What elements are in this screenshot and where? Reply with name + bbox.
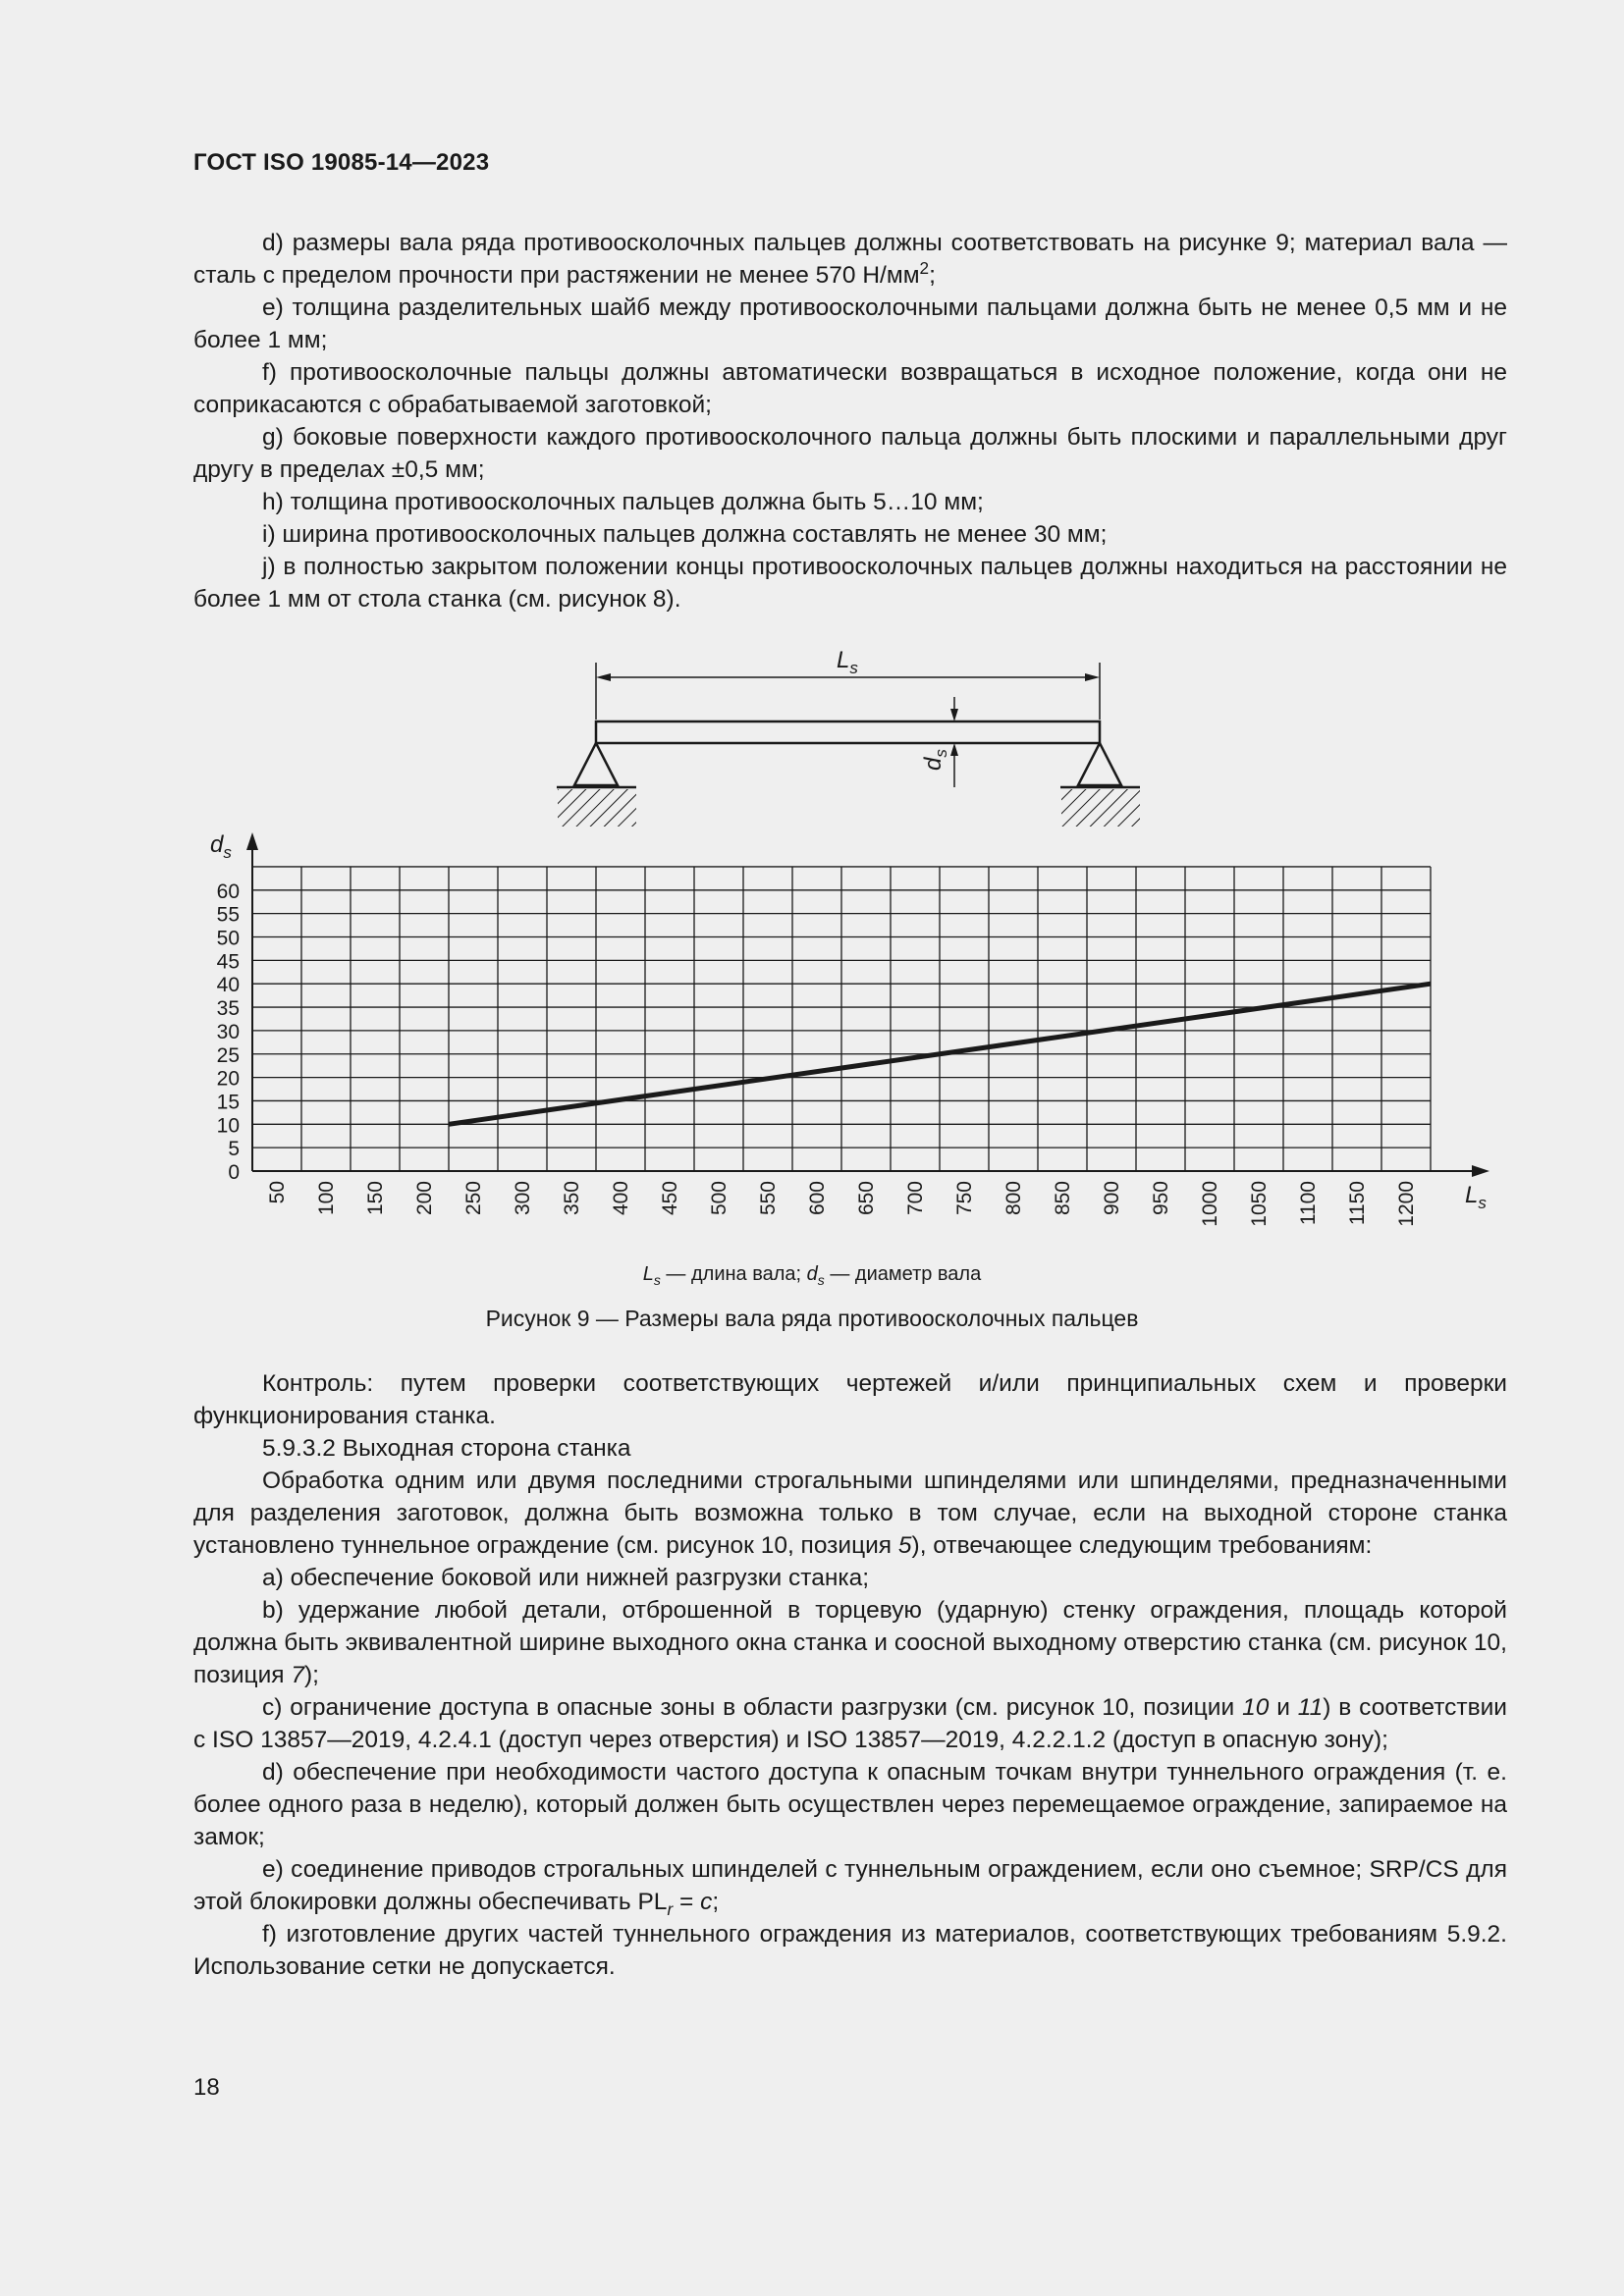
paragraph-f: f) противоосколочные пальцы должны автоматически возвращаться в исходное положение, когда они не соприкасаются с обрабатываемой заготовкой;	[193, 359, 1507, 418]
section-heading-5-9-3-2: 5.9.3.2 Выходная сторона станка	[262, 1435, 631, 1462]
x-tick-label: 950	[1150, 1181, 1172, 1216]
ds-label: $d_s$	[920, 749, 950, 771]
support-right-icon	[1078, 743, 1121, 785]
paragraph-j: j) в полностью закрытом положении концы противоосколочных пальцев должны находиться на расстоянии не более 1 мм от стола станка (см. рисунок 8).	[193, 554, 1507, 613]
paragraph-control: Контроль: путем проверки соответствующих чертежей и/или принципиальных схем и проверки функционирования станка.	[193, 1370, 1507, 1429]
requirements-list-bottom	[193, 1367, 1507, 1983]
paragraph-d2: d) обеспечение при необходимости частого доступа к опасным точкам внутри туннельного ограждения (т. е. более одного раза в неделю), который должен быть осуществлен через перемещаемое ограждение, запираемое на замок;	[193, 1759, 1507, 1850]
x-tick-label: 750	[953, 1181, 976, 1216]
ground-hatch-left-icon	[558, 789, 636, 827]
x-axis-label: $L_s$	[1465, 1182, 1487, 1212]
x-tick-label: 700	[904, 1181, 927, 1216]
support-left-icon	[574, 743, 618, 785]
x-tick-label: 600	[806, 1181, 829, 1216]
x-tick-label: 200	[413, 1181, 436, 1216]
y-tick-label: 35	[216, 997, 240, 1021]
x-tick-label: 100	[315, 1181, 338, 1216]
y-tick-label: 0	[228, 1161, 240, 1184]
y-tick-label: 10	[216, 1114, 240, 1138]
y-tick-labels	[217, 881, 240, 1184]
y-tick-label: 40	[216, 974, 240, 997]
x-tick-label: 50	[266, 1181, 289, 1204]
arrow-right-icon	[1085, 673, 1100, 681]
x-tick-label: 350	[561, 1181, 583, 1216]
y-axis-arrow-icon	[246, 832, 258, 850]
paragraph-e2: e) соединение приводов строгальных шпинделей с туннельным ограждением, если оно съемное; SRP/CS для этой блокировки должны обеспечивать $PL_r = c$;	[193, 1856, 1507, 1919]
paragraph-c: c) ограничение доступа в опасные зоны в области разгрузки (см. рисунок 10, позиции 10 и 11) в соответствии с ISO 13857—2019, 4.2.4.1 (доступ через отверстия) и ISO 13857—2019, 4.2.2.1.2 (доступ в опасную зону);	[193, 1694, 1507, 1753]
y-tick-label: 55	[216, 903, 240, 927]
ls-label: $L_s$	[837, 647, 858, 677]
page-number: 18	[193, 2074, 220, 2101]
paragraph-f2: f) изготовление других частей туннельного ограждения из материалов, соответствующих требованиям 5.9.2. Использование сетки не допускается.	[193, 1921, 1507, 1980]
x-tick-label: 1150	[1346, 1181, 1369, 1226]
x-tick-label: 400	[610, 1181, 632, 1216]
x-tick-label: 550	[757, 1181, 780, 1216]
paragraph-g: g) боковые поверхности каждого противоосколочного пальца должны быть плоскими и параллельными друг другу в пределах ±0,5 мм;	[193, 424, 1507, 483]
paragraph-tunnel-guard: Обработка одним или двумя последними строгальными шпинделями или шпинделями, предназначенными для разделения заготовок, должна быть возможна только в том случае, если на выходной стороне станка установлено туннельное ограждение (см. рисунок 10, позиция 5), отвечающее следующим требованиям:	[193, 1468, 1507, 1559]
x-axis-arrow-icon	[1472, 1165, 1489, 1177]
ground-hatch-right-icon	[1061, 789, 1140, 827]
x-tick-label: 800	[1002, 1181, 1025, 1216]
x-tick-label: 1100	[1297, 1181, 1320, 1226]
paragraph-b: b) удержание любой детали, отброшенной в торцевую (ударную) стенку ограждения, площадь которой должна быть эквивалентной ширине выходного окна станка и соосной выходному отверстию станка (см. рисунок 10, позиция 7);	[193, 1597, 1507, 1688]
y-tick-label: 30	[216, 1020, 240, 1043]
y-tick-label: 15	[216, 1091, 240, 1114]
x-tick-label: 500	[708, 1181, 731, 1216]
y-tick-label: 60	[216, 880, 240, 903]
y-tick-label: 45	[216, 950, 240, 974]
chart-grid	[252, 867, 1431, 1171]
y-tick-label: 25	[216, 1043, 240, 1067]
paragraph-d: d) размеры вала ряда противоосколочных пальцев должны соответствовать на рисунке 9; материал вала — сталь с пределом прочности при растяжении не менее 570 $Н/мм^2$;	[193, 230, 1507, 289]
figure-caption: Рисунок 9 — Размеры вала ряда противоосколочных пальцев	[485, 1306, 1139, 1331]
x-tick-label: 1050	[1248, 1181, 1271, 1227]
shaft-schematic	[557, 647, 1140, 827]
x-tick-label: 150	[364, 1181, 387, 1216]
figure-legend: $L_s$ — длина вала; $d_s$ — диаметр вала	[642, 1263, 982, 1288]
x-tick-labels	[266, 1181, 1418, 1227]
x-tick-label: 900	[1101, 1181, 1123, 1216]
paragraph-a: a) обеспечение боковой или нижней разгрузки станка;	[262, 1565, 870, 1591]
y-tick-label: 5	[228, 1138, 240, 1161]
x-tick-label: 1000	[1199, 1181, 1221, 1227]
x-tick-label: 250	[462, 1181, 485, 1216]
paragraph-e: e) толщина разделительных шайб между противоосколочными пальцами должна быть не менее 0,5 мм и не более 1 мм;	[193, 294, 1507, 353]
x-tick-label: 1200	[1395, 1181, 1418, 1227]
x-tick-label: 450	[659, 1181, 681, 1216]
paragraph-h: h) толщина противоосколочных пальцев должна быть 5…10 мм;	[262, 489, 984, 515]
arrow-down-icon	[950, 709, 958, 721]
document-header: ГОСТ ISO 19085-14—2023	[193, 149, 490, 176]
paragraph-i: i) ширина противоосколочных пальцев должна составлять не менее 30 мм;	[262, 521, 1108, 548]
y-axis-label: $d_s$	[210, 831, 232, 862]
arrow-up-icon	[950, 743, 958, 756]
x-tick-label: 850	[1052, 1181, 1074, 1216]
x-tick-label: 300	[512, 1181, 534, 1216]
shaft-rect	[596, 721, 1100, 743]
x-tick-label: 650	[855, 1181, 878, 1216]
y-tick-label: 20	[216, 1067, 240, 1091]
y-tick-label: 50	[216, 927, 240, 950]
chart-ds-vs-ls	[210, 831, 1489, 1227]
arrow-left-icon	[596, 673, 611, 681]
